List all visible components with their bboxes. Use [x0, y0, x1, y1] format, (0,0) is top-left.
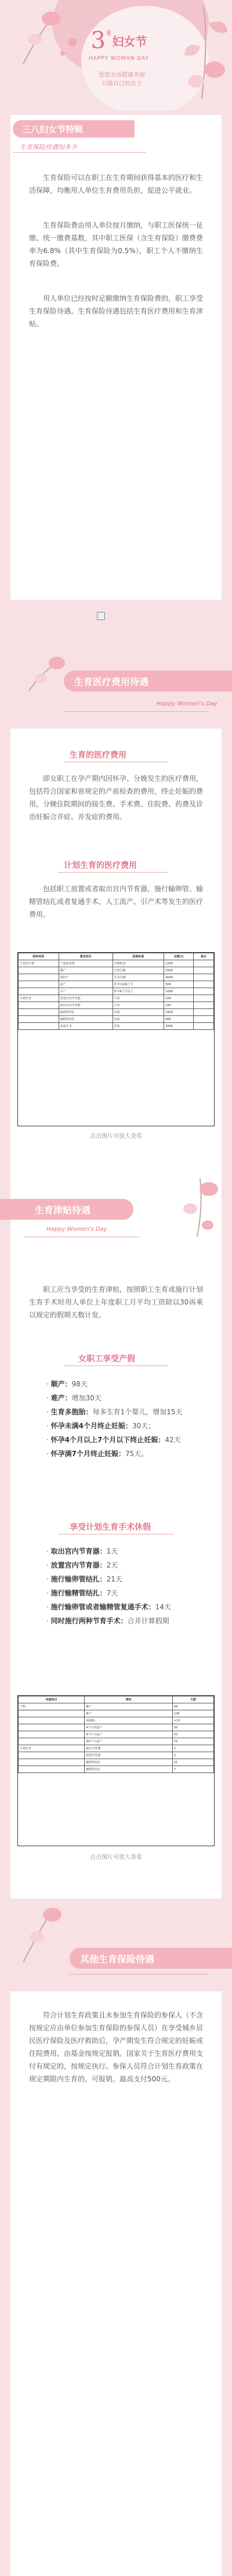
table-row — [19, 960, 214, 967]
section-pill — [70, 1948, 232, 1969]
list-item — [46, 1419, 191, 1433]
table-row — [19, 981, 214, 988]
title-number: 3 — [90, 27, 106, 54]
list-item — [46, 1586, 191, 1600]
table-cell — [194, 1023, 214, 1030]
section-banner-label: 三八妇女节特辑 — [22, 124, 84, 135]
table-row — [19, 1710, 214, 1717]
table-header-cell: 定额/元 — [164, 953, 194, 960]
table-cell: 复通手术 — [59, 1023, 113, 1030]
bullet-icon: · — [46, 1561, 51, 1569]
table-cell — [19, 981, 59, 988]
table-cell: 1500 — [164, 1009, 194, 1016]
table-cell: 1 — [172, 1745, 213, 1752]
table-row — [19, 1731, 214, 1738]
page-header — [0, 0, 232, 110]
table-cell: 流产 — [59, 981, 113, 988]
list-item-label: 施行输卵管结扎： — [50, 1575, 107, 1583]
table-row — [19, 1703, 214, 1710]
table-row — [19, 1016, 214, 1023]
table-row — [19, 1766, 214, 1773]
table-cell: 住院 — [113, 1016, 164, 1023]
image-caption: 点击图片可放大查看 — [90, 1133, 142, 1140]
paragraph: 即女职工在孕产期内因怀孕、分娩发生的医疗费用，包括符合国家和省规定的产前检查的费用，终止妊娠的费用，分娩住院期间的接生费、手术费、住院费、药费及诊治妊娠合并症、并发症的费用。 — [29, 774, 204, 821]
table-cell: 7 — [172, 1766, 213, 1773]
divider — [64, 711, 209, 712]
list-item-label: 怀孕满7个月终止妊娠： — [50, 1450, 125, 1458]
allowance-text — [29, 1283, 203, 1321]
table-cell: 4个月内流产 — [85, 1724, 173, 1731]
table-cell: 输精管结扎 — [59, 1016, 113, 1023]
bullet-icon: · — [46, 1617, 51, 1625]
table-cell — [19, 1009, 59, 1016]
list-item-value: 1天 — [106, 1547, 118, 1555]
table-cell: 满7个月流产 — [85, 1738, 173, 1745]
section-pill — [0, 1199, 133, 1220]
table-header-cell: 报销标准 — [113, 953, 164, 960]
table-cell — [19, 1717, 85, 1724]
section-pill-english: Happy Women's Day — [46, 1226, 107, 1233]
list-item-label: 同时施行两种节育手术： — [50, 1617, 128, 1625]
list-item — [46, 1600, 191, 1614]
table-cell: 1000 — [164, 988, 194, 995]
page-subtitle — [81, 71, 162, 88]
table-row — [19, 1717, 214, 1724]
table-cell: 生育医疗费 — [19, 960, 59, 967]
paragraph: 符合计划生育政策且未参加生育保险的参保人（不含按规定应由单位参加生育保险的参保人员）在享受城乡居民医疗保险及医疗救助后，孕产期发生符合规定的妊娠或住院费用，由基金按规定报销。国家关于生育医疗费用支付有规定的，按规定执行。参保人员符合计划生育政策在规定期限内生育的，可报销。最高支付500元。 — [29, 2011, 204, 2083]
table-cell — [19, 1023, 59, 1030]
table-cell: 800 — [164, 1016, 194, 1023]
table-cell: 计划生育 — [19, 1745, 85, 1752]
table-row — [19, 1009, 214, 1016]
image-caption: 点击图片可放大查看 — [90, 1854, 142, 1861]
table-cell — [19, 1016, 59, 1023]
table-cell: +15 — [172, 1717, 213, 1724]
section-pill-label: 生育津贴待遇 — [35, 1205, 91, 1216]
list-item-value: 每多生育1个婴儿，增加15天 — [92, 1408, 183, 1416]
section-banner — [13, 120, 135, 138]
bullet-icon: · — [46, 1589, 51, 1597]
paragraph: 生育保险可以在职工在生育期间获得基本的医疗和生活保障，均衡用人单位生育费用负担，促进公平就业。 — [29, 174, 204, 194]
table-cell: 取出宫内节育器 — [59, 1002, 113, 1009]
table-cell: 自然分娩 — [113, 967, 164, 974]
list-item-label: 放置宫内节育器： — [50, 1561, 107, 1569]
paragraph: 包括职工放置或者取出宫内节育器，施行输卵管、输精管结扎或者复通手术，人工流产、引产术等发生的医疗费用。 — [29, 885, 204, 918]
table-cell: 多胞胎 — [85, 1717, 173, 1724]
table-header-cell: 待遇项目 — [19, 1696, 85, 1703]
table-cell — [19, 974, 59, 981]
table-cell: 住院 — [113, 1009, 164, 1016]
table-cell: 门诊 — [113, 1002, 164, 1009]
paragraph: 职工应当享受的生育津贴，按照职工生育或施行计划生育手术时用人单位上年度职工月平均工资除以30再乘以规定的假期天数计发。 — [29, 1285, 204, 1319]
bullet-icon: · — [46, 1422, 51, 1430]
table-cell: 128 — [172, 1710, 213, 1717]
maternity-leave-list — [46, 1377, 191, 1461]
section-pill-english: Happy Women's Day — [157, 701, 217, 707]
table-cell — [19, 1002, 59, 1009]
section-pill-label: 生育医疗费用待遇 — [74, 676, 149, 687]
bullet-icon: · — [46, 1450, 51, 1458]
list-item — [46, 1558, 191, 1572]
table-cell: 4000 — [164, 974, 194, 981]
bullet-icon: · — [46, 1603, 51, 1611]
list-item-label: 怀孕4个月以上7个月以下终止妊娠： — [50, 1436, 165, 1444]
sub-heading: 计划生育的医疗费用 — [64, 861, 137, 870]
table-row — [19, 1738, 214, 1745]
table-cell — [194, 960, 214, 967]
bullet-icon: · — [46, 1547, 51, 1555]
divider — [13, 152, 146, 153]
subtitle-line: 只做自己的女王 — [102, 81, 142, 87]
table-cell — [19, 1759, 85, 1766]
table-cell: 100 — [164, 1002, 194, 1009]
table-row — [19, 988, 214, 995]
table-cell: 42 — [172, 1731, 213, 1738]
table-cell: 3000 — [164, 1023, 194, 1030]
table-cell: 500 — [164, 981, 194, 988]
table-cell — [194, 1016, 214, 1023]
title-text: 妇女节 — [112, 34, 147, 49]
list-item-label: 施行输精管结扎： — [50, 1589, 107, 1597]
table-cell: 剖宫产 — [59, 974, 113, 981]
table-header-cell: 险种类别 — [19, 953, 59, 960]
table-cell — [194, 1002, 214, 1009]
table-cell: 30 — [172, 1724, 213, 1731]
table-cell: 输卵管结扎 — [85, 1759, 173, 1766]
list-item-value: 42天 — [165, 1436, 181, 1444]
flower-icon — [17, 1904, 70, 1968]
intro-text — [29, 171, 203, 330]
image-placeholder — [97, 612, 105, 620]
table-row — [19, 974, 214, 981]
table-cell — [19, 1724, 85, 1731]
section-pill — [64, 671, 232, 691]
table-cell: 取出节育器 — [85, 1745, 173, 1752]
table-cell — [194, 981, 214, 988]
table-cell: 放置宫内节育器 — [59, 995, 113, 1002]
table-cell: 放置节育器 — [85, 1752, 173, 1759]
bullet-icon: · — [46, 1380, 51, 1388]
table-cell — [19, 967, 59, 974]
bullet-icon: · — [46, 1394, 51, 1402]
sub-heading: 女职工享受产假 — [78, 1354, 135, 1364]
surgery-leave-list — [46, 1544, 191, 1628]
decorative-dot — [68, 38, 77, 46]
bullet-icon: · — [46, 1408, 51, 1416]
list-item-label: 顺产： — [50, 1380, 72, 1388]
list-item-label: 取出宫内节育器： — [50, 1547, 107, 1555]
table-cell: 怀孕4个月以上 — [113, 988, 164, 995]
table-cell: 输卵管结扎 — [59, 1009, 113, 1016]
flower-icon — [174, 1173, 226, 1242]
table-cell: 顺产 — [85, 1703, 173, 1710]
table-cell — [194, 967, 214, 974]
list-item — [46, 1377, 191, 1391]
table-cell — [194, 988, 214, 995]
list-item — [46, 1447, 191, 1461]
list-item — [46, 1544, 191, 1558]
list-item — [46, 1433, 191, 1447]
table-cell — [194, 1009, 214, 1016]
table-cell: 2500 — [164, 967, 194, 974]
list-item-value: 75天。 — [125, 1450, 148, 1458]
list-item-value: 增加30天 — [71, 1394, 102, 1402]
list-item-value: 2天 — [106, 1561, 118, 1569]
table-header-cell: 备注 — [194, 953, 214, 960]
list-item-label: 难产： — [50, 1394, 72, 1402]
sub-heading: 生育的医疗费用 — [70, 751, 126, 760]
medical-fees-table[interactable] — [17, 952, 215, 1126]
table-cell — [194, 974, 214, 981]
table-row — [19, 995, 214, 1002]
table-cell: 引产 — [59, 988, 113, 995]
table — [18, 953, 214, 1030]
family-planning-text — [29, 882, 203, 921]
list-item-label: 生育多胞胎： — [50, 1408, 93, 1416]
table-row — [19, 1023, 214, 1030]
table-cell — [19, 1731, 85, 1738]
divider — [70, 1974, 209, 1975]
table-cell: 怀孕未满4个月 — [113, 981, 164, 988]
table-cell: 难产 — [85, 1710, 173, 1717]
list-item — [46, 1405, 191, 1419]
section-subtitle: 生育保险待遇知多少 — [20, 143, 77, 151]
table-cell: 2 — [172, 1752, 213, 1759]
other-text — [29, 2009, 203, 2085]
table-cell — [19, 1766, 85, 1773]
table-cell: 98 — [172, 1703, 213, 1710]
list-item-value: 14天 — [155, 1603, 171, 1611]
table-cell: 产前检查费 — [59, 960, 113, 967]
leave-days-table[interactable] — [17, 1695, 215, 1846]
list-item-value: 7天 — [106, 1589, 118, 1597]
table-row — [19, 1759, 214, 1766]
paragraph: 生育保险费由用人单位按月缴纳，与职工医保统一征缴、统一缴费基数，其中职工医保（含生育保险）缴费费率为6.8%（其中生育保险为0.5%），职工个人不缴纳生育保险费。 — [29, 221, 204, 268]
flower-icon — [12, 6, 64, 70]
flower-icon — [174, 0, 232, 105]
table-header-cell: 天数 — [172, 1696, 213, 1703]
list-item-value: 21天 — [106, 1575, 122, 1583]
table-row — [19, 1724, 214, 1731]
table-cell: 顺产 — [59, 967, 113, 974]
list-item — [46, 1391, 191, 1405]
page-title — [78, 29, 160, 62]
table-cell: 孕期检查 — [113, 960, 164, 967]
table-header-cell: 情形 — [85, 1696, 173, 1703]
table-cell — [19, 988, 59, 995]
table-cell — [194, 995, 214, 1002]
list-item — [46, 1572, 191, 1586]
title-english: HAPPY WOMAN DAY — [88, 56, 150, 62]
list-item-value: 98天 — [71, 1380, 88, 1388]
title-superscript: 8 — [106, 29, 111, 37]
table-cell: 21 — [172, 1759, 213, 1766]
table-row — [19, 967, 214, 974]
table-cell: 输精管结扎 — [85, 1766, 173, 1773]
table-cell: 100 — [164, 995, 194, 1002]
table — [18, 1696, 214, 1773]
table-cell: 75 — [172, 1738, 213, 1745]
section-pill-label: 其他生育保险待遇 — [80, 1954, 155, 1965]
list-item-label: 怀孕未满4个月终止妊娠： — [50, 1422, 132, 1430]
table-cell — [19, 1738, 85, 1745]
list-item-label: 施行输卵管或者输精管复通手术： — [50, 1603, 155, 1611]
table-cell: 手术分娩 — [113, 974, 164, 981]
flower-icon — [23, 650, 70, 697]
paragraph: 用人单位已经按时足额缴纳生育保险费的，职工享受生育保险待遇。生育保险待遇包括生育医疗费用和生育津贴。 — [29, 294, 204, 328]
table-cell — [19, 1752, 85, 1759]
table-cell — [19, 1710, 85, 1717]
subtitle-line: 愿您永远健康美丽 — [99, 72, 145, 78]
table-cell: 住院 — [113, 1023, 164, 1030]
table-cell: 产假 — [19, 1703, 85, 1710]
sub-heading: 享受计划生育手术休假 — [70, 1523, 151, 1532]
table-cell: 计划生育 — [19, 995, 59, 1002]
divider — [58, 872, 168, 873]
bullet-icon: · — [46, 1436, 51, 1444]
table-cell: 门诊 — [113, 995, 164, 1002]
table-header-cell: 费用项目 — [59, 953, 113, 960]
table-row — [19, 1745, 214, 1752]
table-row — [19, 1752, 214, 1759]
medical-text — [29, 772, 203, 823]
table-cell: 1200 — [164, 960, 194, 967]
list-item-value: 合并计算假期 — [127, 1617, 169, 1625]
list-item-value: 30天； — [132, 1422, 155, 1430]
list-item — [46, 1614, 191, 1628]
bullet-icon: · — [46, 1575, 51, 1583]
table-cell: 4-7个月流产 — [85, 1731, 173, 1738]
table-row — [19, 1002, 214, 1009]
